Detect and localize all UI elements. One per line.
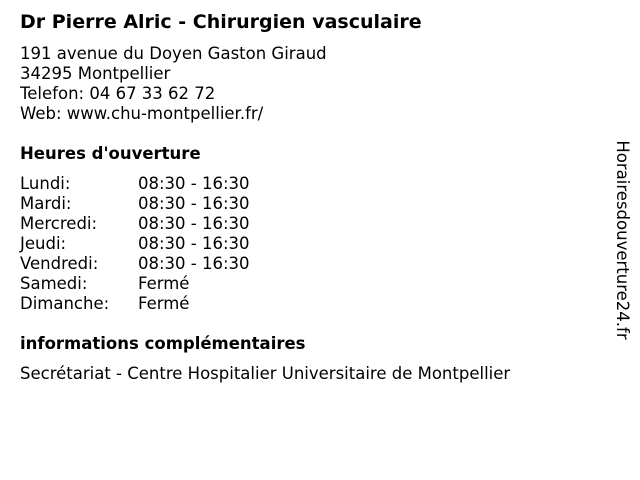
- hours-time: Fermé: [138, 294, 190, 313]
- address-street: 191 avenue du Doyen Gaston Giraud: [20, 44, 327, 63]
- hours-day: Lundi:: [20, 174, 71, 193]
- page-title: Dr Pierre Alric - Chirurgien vasculaire: [20, 11, 422, 33]
- info-text: Secrétariat - Centre Hospitalier Universitaire de Montpellier: [20, 364, 511, 383]
- hours-day: Samedi:: [20, 274, 88, 293]
- hours-day: Dimanche:: [20, 294, 110, 313]
- watermark: Horairesdouverture24.fr: [613, 140, 632, 340]
- hours-day: Vendredi:: [20, 254, 99, 273]
- address-phone: Telefon: 04 67 33 62 72: [20, 84, 216, 103]
- hours-time: 08:30 - 16:30: [138, 254, 250, 273]
- info-heading: informations complémentaires: [20, 334, 306, 353]
- hours-day: Mercredi:: [20, 214, 98, 233]
- hours-time: 08:30 - 16:30: [138, 174, 250, 193]
- address-web: Web: www.chu-montpellier.fr/: [20, 104, 264, 123]
- hours-heading: Heures d'ouverture: [20, 144, 201, 163]
- address-city: 34295 Montpellier: [20, 64, 171, 83]
- hours-day: Mardi:: [20, 194, 72, 213]
- hours-time: 08:30 - 16:30: [138, 234, 250, 253]
- address-block: [20, 44, 327, 124]
- hours-time: Fermé: [138, 274, 190, 293]
- hours-time: 08:30 - 16:30: [138, 214, 250, 233]
- hours-time: 08:30 - 16:30: [138, 194, 250, 213]
- hours-day: Jeudi:: [20, 234, 67, 253]
